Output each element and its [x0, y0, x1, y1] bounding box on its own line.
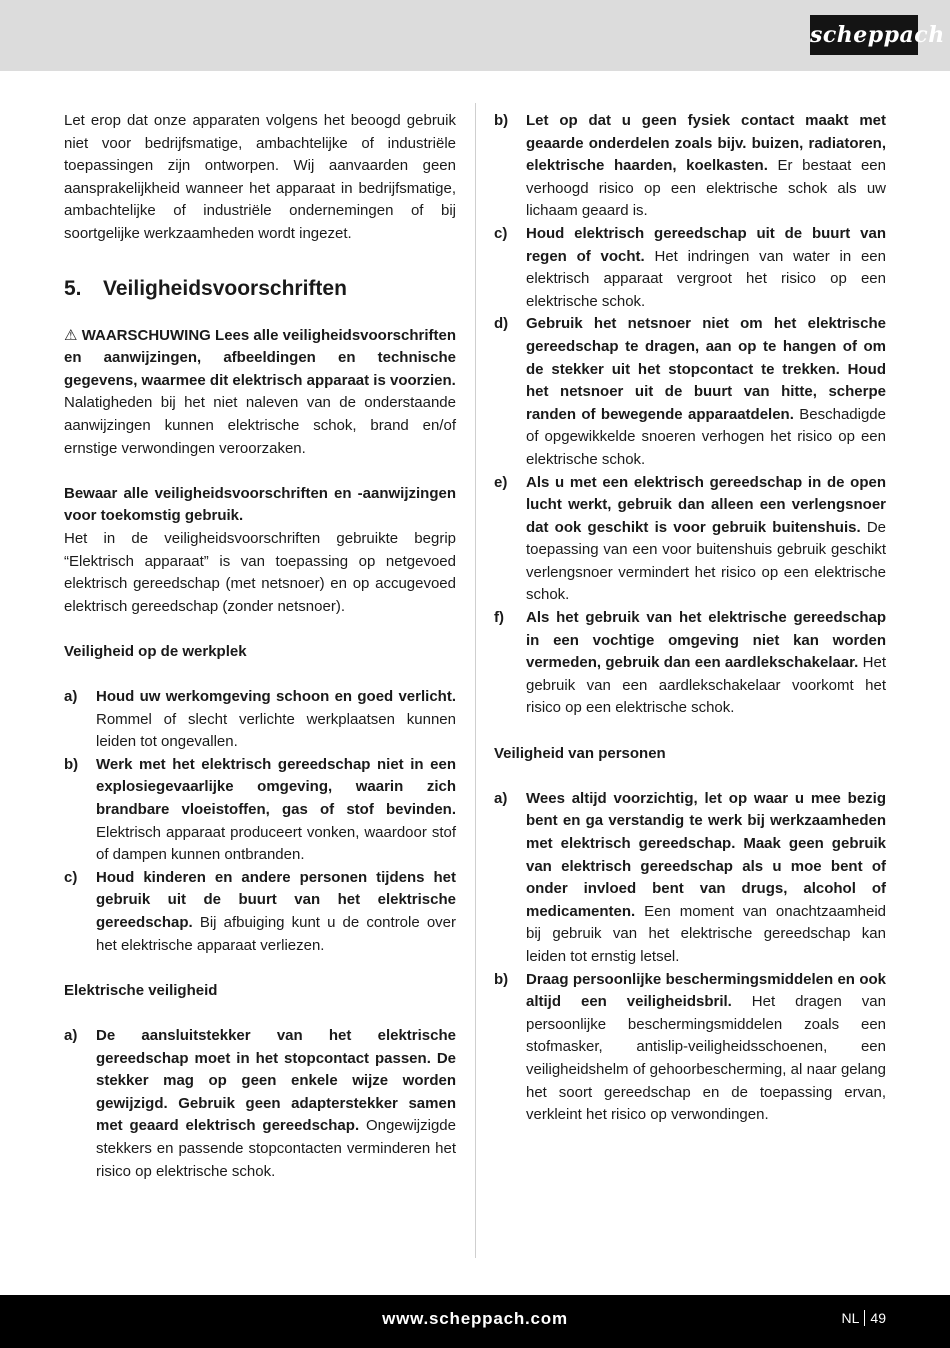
list-item	[494, 472, 886, 608]
column-divider	[475, 103, 476, 1258]
item-bold-text: De aansluitstekker van het elektrische gereedschap moet in het stopcontact passen. De stekker mag op geen enkele wijze worden gewijzigd. Gebruik geen adapterstekker samen met geaard elektrisch gereedschap.	[96, 1026, 456, 1135]
item-label: c)	[64, 868, 78, 886]
warning-text: Nalatigheden bij het niet naleven van de onderstaande aanwijzingen kunnen elektrische schok, brand en/of ernstige verwondingen veroorzaken.	[64, 394, 456, 457]
item-label: d)	[494, 315, 509, 333]
page-indicator	[842, 1310, 886, 1326]
item-label: e)	[494, 473, 508, 491]
item-label: c)	[494, 224, 508, 242]
list-item	[64, 867, 456, 957]
section-title: Veiligheidsvoorschriften	[103, 276, 347, 300]
item-bold-text: Houd elektrisch gereedschap uit de buurt van regen of vocht.	[526, 224, 886, 265]
list-item	[494, 110, 886, 223]
language-code: NL	[841, 1310, 860, 1326]
item-text: Elektrisch apparaat produceert vonken, waardoor stof of dampen kunnen ontbranden.	[96, 823, 456, 864]
keep-instructions-text: Het in de veiligheidsvoorschriften gebruikte begrip “Elektrisch apparaat” is van toepassing op netgevoed elektrisch gereedschap (met netsnoer) en op accugevoed elektrisch gereedschap (zonder netsnoer).	[64, 529, 456, 615]
item-bold-text: Let op dat u geen fysiek contact maakt met geaarde onderdelen zoals bijv. buizen, radiatoren, elektrische haarden, koelkasten.	[526, 112, 886, 175]
item-label: b)	[64, 755, 79, 773]
item-label: a)	[64, 688, 78, 706]
item-text: Het dragen van persoonlijke beschermingsmiddelen zoals een stofmasker, antislip-veiligheidsschoenen, een veiligheidshelm of gehoorbescherming, al naar gelang het soort gereedschap en de toepassing ervan, verkleint het risico op verwondingen.	[526, 993, 886, 1124]
electrical-heading: Elektrische veiligheid	[64, 981, 218, 999]
list-item	[494, 223, 886, 313]
item-text: Er bestaat een verhoogd risico op een elektrische schok als uw lichaam geaard is.	[526, 157, 886, 220]
left-column	[64, 110, 456, 1183]
keep-instructions-bold	[64, 483, 456, 528]
list-item	[494, 788, 886, 969]
right-column	[494, 110, 886, 1127]
page-separator	[864, 1310, 865, 1326]
item-text: Het gebruik van een aardlekschakelaar voorkomt het risico op een elektrische schok.	[526, 654, 886, 717]
section-heading	[64, 276, 456, 302]
item-text: De toepassing van een voor buitenshuis gebruik geschikt verlengsnoer vermindert het risico op een elektrische schok.	[526, 518, 886, 604]
item-text: Ongewijzigde stekkers en passende stopcontacten verminderen het risico op elektrische schok.	[96, 1117, 456, 1180]
list-item	[494, 607, 886, 720]
item-bold-text: Wees altijd voorzichtig, let op waar u mee bezig bent en ga verstandig te werk bij werkzaamheden met elektrisch gereedschap. Maak geen gebruik van elektrisch gereedschap als u moe bent of onder invloed bent van drugs, alcohol of medicamenten.	[526, 789, 886, 920]
item-label: f)	[494, 609, 504, 627]
website-url: www.scheppach.com	[382, 1309, 568, 1328]
warning-bold-text: WAARSCHUWING Lees alle veiligheidsvoorschriften en aanwijzingen, afbeeldingen en technische gegevens, waarmee dit elektrisch apparaat is voorzien.	[64, 326, 457, 389]
persons-heading: Veiligheid van personen	[494, 744, 666, 762]
list-item	[494, 969, 886, 1127]
item-text: Rommel of slecht verlichte werkplaatsen kunnen leiden tot ongevallen.	[96, 710, 456, 751]
workplace-heading: Veiligheid op de werkplek	[64, 642, 247, 660]
scheppach-logo: scheppach	[810, 15, 918, 55]
footer-bar	[0, 1295, 950, 1348]
item-text: Bij afbuiging kunt u de controle over het elektrische apparaat verliezen.	[96, 914, 456, 954]
list-item	[64, 754, 456, 867]
item-label: b)	[494, 112, 509, 129]
item-bold-text: Als het gebruik van het elektrische gereedschap in een vochtige omgeving niet kan worden vermeden, gebruik dan een aardlekschakelaar.	[526, 609, 886, 672]
list-item	[494, 313, 886, 471]
page-number: 49	[870, 1310, 886, 1326]
list-item	[64, 1025, 456, 1183]
list-item	[64, 686, 456, 754]
item-label: a)	[494, 789, 508, 807]
item-label: a)	[64, 1026, 78, 1044]
item-bold-text: Houd kinderen en andere personen tijdens het gebruik uit de buurt van het elektrische gereedschap.	[96, 868, 456, 931]
keep-instructions-heading: Bewaar alle veiligheidsvoorschriften en -aanwijzingen voor toekomstig gebruik.	[64, 484, 456, 525]
item-bold-text: Houd uw werkomgeving schoon en goed verlicht.	[96, 688, 456, 706]
item-text: Een moment van onachtzaamheid bij gebruik van het elektrische gereedschap kan leiden tot ernstig letsel.	[526, 902, 886, 965]
item-bold-text: Als u met een elektrisch gereedschap in de open lucht werkt, gebruik dan alleen een verlengsnoer dat ook geschikt is voor gebruik buitenshuis.	[526, 473, 886, 536]
header-band	[0, 0, 950, 71]
item-bold-text: Gebruik het netsnoer niet om het elektrische gereedschap te dragen, aan op te hangen of om de stekker uit het stopcontact te trekken. Houd het netsnoer uit de buurt van hitte, scherpe randen of bewegende apparaatdelen.	[526, 315, 886, 423]
item-text: Beschadigde of opgewikkelde snoeren verhogen het risico op een elektrische schok.	[526, 405, 886, 468]
item-label: b)	[494, 970, 509, 988]
item-bold-text: Draag persoonlijke beschermingsmiddelen en ook altijd een veiligheidsbril.	[526, 970, 886, 1011]
warning-triangle-icon: ⚠	[64, 326, 78, 344]
intro-paragraph: Let erop dat onze apparaten volgens het beoogd gebruik niet voor bedrijfsmatige, ambachtelijke of industriële toepassingen zijn ontworpen. Wij aanvaarden geen aansprakelijkheid wanneer het apparaat in bedrijfsmatige, ambachtelijke of industriële ondernemingen of bij soortgelijke werkzaamheden wordt ingezet.	[64, 112, 456, 242]
item-bold-text: Werk met het elektrisch gereedschap niet in een explosiegevaarlijke omgeving, waarin zich brandbare vloeistoffen, gas of stof bevinden.	[96, 755, 456, 819]
section-number: 5.	[64, 276, 82, 300]
item-text: Het indringen van water in een elektrisch apparaat vergroot het risico op een elektrische schok.	[526, 247, 886, 310]
warning-block	[64, 325, 456, 393]
